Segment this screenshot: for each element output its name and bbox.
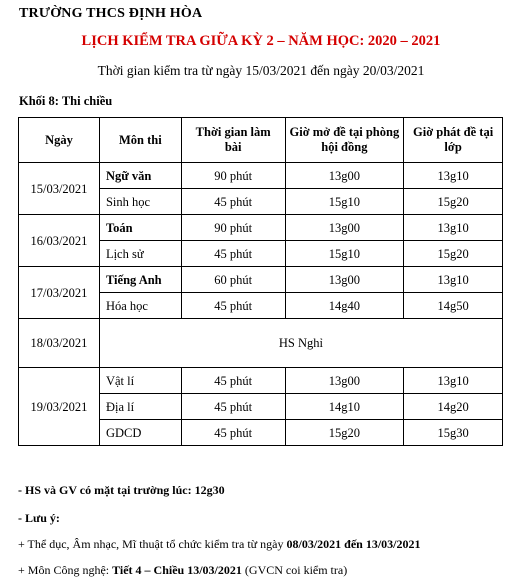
send-time-cell: 13g10 — [404, 368, 503, 394]
note-arts-pe-text: + Thể dục, Âm nhạc, Mĩ thuật tổ chức kiểm tra từ ngày — [18, 537, 287, 551]
header-date: Ngày — [19, 118, 100, 163]
send-time-cell: 15g20 — [404, 189, 503, 215]
note-technology — [18, 563, 347, 578]
duration-cell: 45 phút — [181, 368, 285, 394]
subject-cell: Địa lí — [99, 394, 181, 420]
school-name: TRƯỜNG THCS ĐỊNH HÒA — [19, 6, 203, 21]
date-cell: 15/03/2021 — [19, 163, 100, 215]
header-duration: Thời gian làm bài — [181, 118, 285, 163]
subject-cell: Hóa học — [99, 293, 181, 319]
open-time-cell: 15g20 — [285, 420, 404, 446]
header-send-time: Giờ phát đề tại lớp — [404, 118, 503, 163]
table-row — [19, 215, 503, 241]
note-arts-pe — [18, 537, 421, 552]
duration-cell: 60 phút — [181, 267, 285, 293]
duration-cell: 45 phút — [181, 189, 285, 215]
send-time-cell: 13g10 — [404, 267, 503, 293]
send-time-cell: 13g10 — [404, 215, 503, 241]
note-arts-pe-dates: 08/03/2021 đến 13/03/2021 — [286, 537, 421, 551]
exam-period: Thời gian kiểm tra từ ngày 15/03/2021 đến ngày 20/03/2021 — [97, 63, 425, 78]
header-open-time: Giờ mở đề tại phòng hội đồng — [285, 118, 404, 163]
subject-cell: Toán — [99, 215, 181, 241]
send-time-cell: 15g30 — [404, 420, 503, 446]
note-technology-slot: Tiết 4 – Chiều 13/03/2021 — [112, 563, 242, 577]
note-technology-proctor: (GVCN coi kiểm tra) — [241, 563, 348, 577]
grade-session: Khối 8: Thi chiều — [19, 94, 113, 108]
subject-cell: Tiếng Anh — [99, 267, 181, 293]
note-technology-text: + Môn Công nghệ: — [18, 563, 113, 577]
day-off-cell: HS Nghỉ — [99, 319, 502, 368]
date-cell: 16/03/2021 — [19, 215, 100, 267]
notes-label: - Lưu ý: — [18, 511, 60, 525]
duration-cell: 45 phút — [181, 241, 285, 267]
open-time-cell: 13g00 — [285, 267, 404, 293]
table-row — [19, 319, 503, 368]
subject-cell: Lịch sử — [99, 241, 181, 267]
open-time-cell: 14g10 — [285, 394, 404, 420]
send-time-cell: 15g20 — [404, 241, 503, 267]
open-time-cell: 13g00 — [285, 163, 404, 189]
header-subject: Môn thi — [99, 118, 181, 163]
date-cell: 17/03/2021 — [19, 267, 100, 319]
schedule-title: LỊCH KIỂM TRA GIỮA KỲ 2 – NĂM HỌC: 2020 – 2021 — [81, 33, 441, 49]
subject-cell: GDCD — [99, 420, 181, 446]
duration-cell: 45 phút — [181, 293, 285, 319]
open-time-cell: 15g10 — [285, 189, 404, 215]
send-time-cell: 13g10 — [404, 163, 503, 189]
send-time-cell: 14g20 — [404, 394, 503, 420]
arrival-note: - HS và GV có mặt tại trường lúc: 12g30 — [18, 483, 225, 497]
date-cell: 19/03/2021 — [19, 368, 100, 446]
subject-cell: Ngữ văn — [99, 163, 181, 189]
duration-cell: 90 phút — [181, 163, 285, 189]
exam-schedule-table — [18, 117, 503, 446]
duration-cell: 45 phút — [181, 420, 285, 446]
subject-cell: Vật lí — [99, 368, 181, 394]
duration-cell: 90 phút — [181, 215, 285, 241]
open-time-cell: 13g00 — [285, 215, 404, 241]
duration-cell: 45 phút — [181, 394, 285, 420]
open-time-cell: 15g10 — [285, 241, 404, 267]
table-row — [19, 267, 503, 293]
open-time-cell: 14g40 — [285, 293, 404, 319]
table-header-row — [19, 118, 503, 163]
subject-cell: Sinh học — [99, 189, 181, 215]
open-time-cell: 13g00 — [285, 368, 404, 394]
send-time-cell: 14g50 — [404, 293, 503, 319]
table-row — [19, 163, 503, 189]
date-cell: 18/03/2021 — [19, 319, 100, 368]
table-row — [19, 368, 503, 394]
